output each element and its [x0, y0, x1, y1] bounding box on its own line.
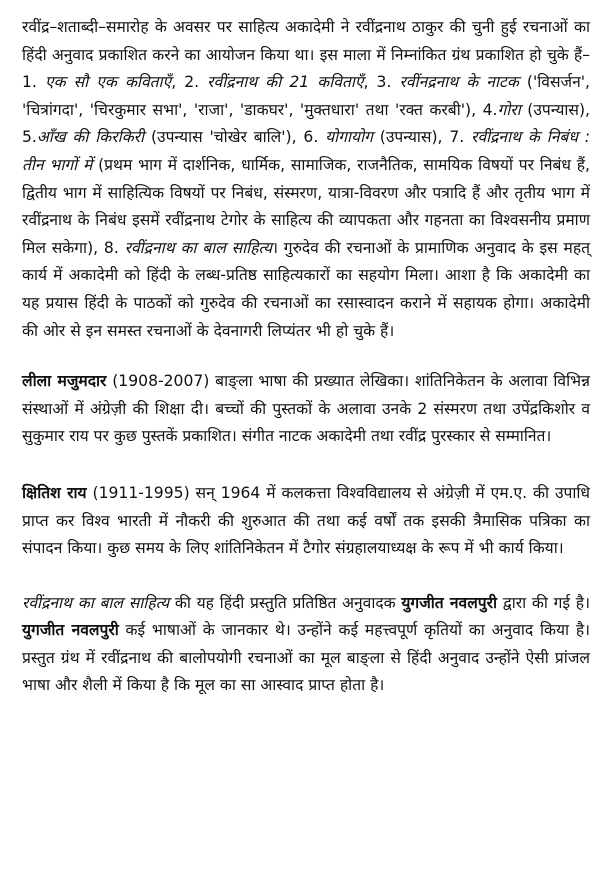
body-text: द्वारा की गई है। [497, 593, 590, 612]
name-text: लीला मजुमदार [22, 372, 107, 391]
title-text: गोरा [497, 100, 521, 119]
leela-majumdar-bio [22, 368, 590, 451]
translator-note [22, 590, 590, 700]
body-text: (उपन्यास), 7. [372, 128, 472, 147]
title-text: योगायोग [325, 128, 373, 147]
title-text: रवींनद्रनाथ के नाटक [399, 73, 519, 92]
name-text: युगजीत नवलपुरी [401, 593, 498, 612]
body-text: । गुरुदेव की रचनाओं के प्रामाणिक अनुवाद के इस महत् कार्य में अकादेमी को हिंदी के लब्ध-प्रतिष्ठ साहित्यकारों का सहयोग मिला। आशा है कि अकादेमी का यह प्रयास हिंदी के पाठकों को गुरुदेव की रचनाओं का रसास्वादन कराने में सहायक होगा। अकादेमी की ओर से इन समस्त रचनाओं के देवनागरी लिप्यंतर भी हो चुके हैं। [22, 238, 591, 340]
name-text: युगजीत नवलपुरी [22, 621, 119, 640]
body-text: (1908-2007) बाङ्ला भाषा की प्रख्यात लेखिका। शांतिनिकेतन के अलावा विभिन्न संस्थाओं में अंग्रेज़ी की शिक्षा दी। बच्चों की पुस्तकों के अलावा उनके 2 संस्मरण तथा उपेंद्रकिशोर व सुकुमार राय पर कुछ पुस्तकें प्रकाशित। संगीत नाटक अकादेमी तथा रवींद्र पुरस्कार से सम्मानित। [22, 372, 590, 446]
body-text: (प्रथम भाग में दार्शनिक, धार्मिक, सामाजिक, राजनैतिक, सामयिक विषयों पर निबंध हैं, द्वितीय भाग में साहित्यिक विषयों पर निबंध, संस्मरण, यात्रा-विवरण और पत्रादि हैं और तृतीय भाग में रवींद्रनाथ के निबंध इसमें रवींद्रनाथ टेगोर के साहित्य की व्यापकता और गहनता का विश्वसनीय प्रमाण मिल सकेगा), 8. [22, 155, 591, 257]
body-text: (उपन्यास 'चोखेर बालि'), 6. [144, 128, 326, 147]
title-text: रवींद्रनाथ की 21 कविताएँ [207, 73, 364, 92]
body-text: , 2. [171, 73, 208, 92]
body-text: ('विसर्जन', 'चित्रांगदा', 'चिरकुमार सभा', 'राजा', 'डाकघर', 'मुक्तधारा' तथा 'रक्त करबी'), 4. [22, 73, 590, 119]
series-paragraph [22, 14, 590, 345]
title-text: एक सौ एक कविताएँ [44, 73, 172, 92]
body-text: (उपन्यास), 5. [22, 100, 590, 147]
title-text: रवींद्रनाथ का बाल साहित्य [124, 238, 273, 257]
kshitish-ray-bio [22, 480, 590, 563]
name-text: क्षितिश राय [22, 483, 87, 502]
body-text: की यह हिंदी प्रस्तुति प्रतिष्ठित अनुवादक [169, 593, 402, 612]
title-text: आँख की किरकिरी [36, 128, 145, 147]
body-text: कई भाषाओं के जानकार थे। उन्होंने कई महत्त्वपूर्ण कृतियों का अनुवाद किया है। प्रस्तुत ग्रंथ में रवींद्रनाथ की बालोपयोगी रचनाओं का मूल बाङ्ला से हिंदी अनुवाद उन्होंने ऐसी प्रांजल भाषा और शैली में किया है कि मूल का सा आस्वाद प्राप्त होता है। [22, 621, 591, 695]
body-text: रवींद्र–शताब्दी–समारोह के अवसर पर साहित्य अकादेमी ने रवींद्रनाथ ठाकुर की चुनी हुई रचनाओं का हिंदी अनुवाद प्रकाशित करने का आयोजन किया था। इस माला में निम्नांकित ग्रंथ प्रकाशित हो चुके हैं– 1. [22, 18, 590, 92]
title-text: रवींद्रनाथ के निबंध : तीन भागों में [22, 128, 591, 174]
title-text: रवींद्रनाथ का बाल साहित्य [22, 593, 170, 612]
body-text: , 3. [363, 73, 400, 92]
body-text: (1911-1995) सन् 1964 में कलकत्ता विश्वविद्यालय से अंग्रेज़ी में एम.ए. की उपाधि प्राप्त कर विश्व भारती में नौकरी की शुरुआत की तथा कई वर्षों तक इसकी त्रैमासिक पत्रिका का संपादन किया। कुछ समय के लिए शांतिनिकेतन में टैगोर संग्रहालयाध्यक्ष के रूप में भी कार्य किया। [22, 483, 591, 558]
